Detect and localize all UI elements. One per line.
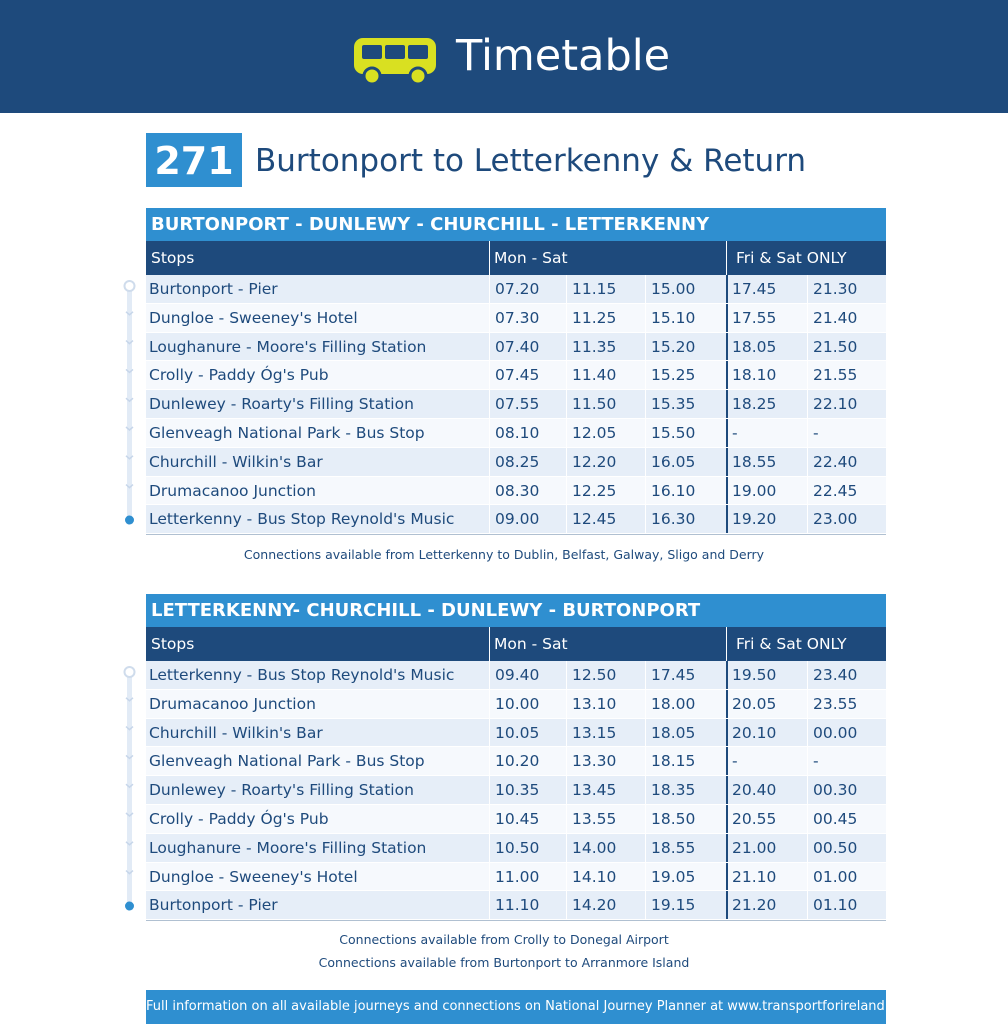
departure-time: 16.10: [651, 481, 696, 500]
cell-divider: [489, 863, 490, 891]
table-bottom-rule: [146, 534, 886, 535]
departure-time: 12.45: [572, 510, 617, 529]
departure-time: 11.00: [495, 867, 540, 886]
cell-divider: [807, 275, 808, 303]
cell-divider: [489, 834, 490, 862]
departure-time: 07.40: [495, 337, 540, 356]
table-row: [146, 304, 886, 333]
departure-time: 18.55: [651, 838, 696, 857]
table-row: [146, 863, 886, 892]
departure-time: -: [813, 423, 819, 442]
table-row: [146, 333, 886, 362]
stop-name: Churchill - Wilkin's Bar: [149, 723, 323, 742]
departure-time: -: [813, 752, 819, 771]
col-fri-sat: Fri & Sat ONLY: [736, 249, 847, 267]
cell-divider: [566, 448, 567, 476]
departure-time: 11.10: [495, 896, 540, 915]
departure-time: 20.40: [732, 781, 777, 800]
route-rail-icon: [123, 278, 137, 528]
cell-divider: [807, 505, 808, 533]
cell-divider: [807, 448, 808, 476]
departure-time: 09.40: [495, 666, 540, 684]
stop-name: Loughanure - Moore's Filling Station: [149, 838, 427, 857]
departure-time: 10.45: [495, 809, 540, 828]
footer-info: Full information on all available journeys and connections on National Journey Planner at www.transportforireland.ie: [146, 990, 886, 1024]
cell-divider: [489, 505, 490, 533]
departure-time: 21.55: [813, 366, 858, 385]
departure-time: 13.15: [572, 723, 617, 742]
departure-time: 20.10: [732, 723, 777, 742]
cell-divider: [807, 805, 808, 833]
cell-divider: [807, 304, 808, 332]
departure-time: 00.00: [813, 723, 858, 742]
departure-time: 22.10: [813, 395, 858, 414]
table-bottom-rule: [146, 920, 886, 921]
cell-divider: [807, 776, 808, 804]
route-number: 271: [146, 133, 242, 187]
column-divider: [726, 275, 728, 303]
cell-divider: [807, 661, 808, 689]
departure-time: 18.10: [732, 366, 777, 385]
cell-divider: [645, 719, 646, 747]
outbound-note: Connections available from Letterkenny to Dublin, Belfast, Galway, Sligo and Derry: [243, 547, 765, 562]
departure-time: 23.00: [813, 510, 858, 529]
cell-divider: [489, 891, 490, 919]
cell-divider: [645, 661, 646, 689]
cell-divider: [645, 361, 646, 389]
departure-time: 08.30: [495, 481, 540, 500]
stop-name: Dungloe - Sweeney's Hotel: [149, 867, 358, 886]
departure-time: 21.20: [732, 896, 777, 915]
cell-divider: [489, 661, 490, 689]
stop-name: Letterkenny - Bus Stop Reynold's Music: [149, 666, 455, 684]
col-mon-sat: Mon - Sat: [494, 635, 568, 653]
column-divider: [726, 834, 728, 862]
table-row: [146, 891, 886, 920]
cell-divider: [807, 863, 808, 891]
route-title: Burtonport to Letterkenny & Return: [255, 143, 807, 179]
table-row: [146, 776, 886, 805]
table-row: [146, 448, 886, 477]
cell-divider: [645, 448, 646, 476]
departure-time: 18.05: [732, 337, 777, 356]
cell-divider: [566, 834, 567, 862]
section-heading: BURTONPORT - DUNLEWY - CHURCHILL - LETTERKENNY: [146, 208, 886, 241]
departure-time: 10.50: [495, 838, 540, 857]
departure-time: 14.10: [572, 867, 617, 886]
departure-time: 19.20: [732, 510, 777, 529]
departure-time: 15.10: [651, 308, 696, 327]
cell-divider: [489, 477, 490, 505]
table-row: [146, 747, 886, 776]
departure-time: 12.20: [572, 452, 617, 471]
departure-time: 00.50: [813, 838, 858, 857]
stop-name: Dunlewey - Roarty's Filling Station: [149, 395, 414, 414]
stop-name: Loughanure - Moore's Filling Station: [149, 337, 427, 356]
table-row: [146, 661, 886, 690]
bus-icon: [352, 36, 438, 86]
departure-time: 16.05: [651, 452, 696, 471]
table-row: [146, 477, 886, 506]
departure-time: 21.10: [732, 867, 777, 886]
departure-time: 07.45: [495, 366, 540, 385]
departure-time: 18.35: [651, 781, 696, 800]
departure-time: 01.10: [813, 896, 858, 915]
departure-time: 23.40: [813, 666, 858, 684]
cell-divider: [489, 805, 490, 833]
cell-divider: [566, 661, 567, 689]
departure-time: 20.55: [732, 809, 777, 828]
cell-divider: [489, 776, 490, 804]
departure-time: 17.45: [732, 280, 777, 298]
cell-divider: [645, 304, 646, 332]
table-row: [146, 505, 886, 534]
cell-divider: [489, 747, 490, 775]
departure-time: 15.25: [651, 366, 696, 385]
departure-time: 21.50: [813, 337, 858, 356]
cell-divider: [489, 448, 490, 476]
departure-time: 08.25: [495, 452, 540, 471]
cell-divider: [489, 275, 490, 303]
cell-divider: [807, 747, 808, 775]
column-divider: [726, 661, 728, 689]
departure-time: 18.25: [732, 395, 777, 414]
departure-time: 07.55: [495, 395, 540, 414]
table-row: [146, 390, 886, 419]
departure-time: 00.30: [813, 781, 858, 800]
cell-divider: [489, 690, 490, 718]
stop-name: Drumacanoo Junction: [149, 694, 316, 713]
cell-divider: [566, 747, 567, 775]
section-heading: LETTERKENNY- CHURCHILL - DUNLEWY - BURTONPORT: [146, 594, 886, 627]
departure-time: 19.05: [651, 867, 696, 886]
table-row: [146, 275, 886, 304]
cell-divider: [566, 477, 567, 505]
column-divider: [726, 747, 728, 775]
departure-time: 12.05: [572, 423, 617, 442]
departure-time: 11.50: [572, 395, 617, 414]
cell-divider: [645, 690, 646, 718]
column-divider: [726, 805, 728, 833]
cell-divider: [645, 419, 646, 447]
departure-time: 23.55: [813, 694, 858, 713]
cell-divider: [807, 333, 808, 361]
cell-divider: [566, 891, 567, 919]
cell-divider: [645, 477, 646, 505]
stop-name: Dunlewey - Roarty's Filling Station: [149, 781, 414, 800]
departure-time: 11.35: [572, 337, 617, 356]
table-row: [146, 719, 886, 748]
stop-name: Drumacanoo Junction: [149, 481, 316, 500]
departure-time: 15.50: [651, 423, 696, 442]
column-divider: [489, 627, 490, 661]
departure-time: 14.00: [572, 838, 617, 857]
cell-divider: [645, 747, 646, 775]
column-divider: [726, 776, 728, 804]
departure-time: 13.10: [572, 694, 617, 713]
departure-time: 13.30: [572, 752, 617, 771]
cell-divider: [566, 333, 567, 361]
departure-time: 11.15: [572, 280, 617, 298]
col-fri-sat: Fri & Sat ONLY: [736, 635, 847, 653]
departure-time: 21.00: [732, 838, 777, 857]
header-banner: [0, 0, 1008, 113]
departure-time: 15.35: [651, 395, 696, 414]
column-divider: [726, 241, 727, 275]
departure-time: 22.45: [813, 481, 858, 500]
page-title: Timetable: [456, 31, 671, 81]
cell-divider: [489, 304, 490, 332]
cell-divider: [566, 275, 567, 303]
inbound-note-2: Connections available from Burtonport to Arranmore Island: [318, 955, 690, 970]
departure-time: -: [732, 423, 738, 442]
departure-time: 19.00: [732, 481, 777, 500]
route-line-outbound: [123, 278, 137, 528]
column-divider: [726, 863, 728, 891]
cell-divider: [645, 390, 646, 418]
stop-name: Crolly - Paddy Óg's Pub: [149, 366, 329, 385]
departure-time: 17.55: [732, 308, 777, 327]
departure-time: 09.00: [495, 510, 540, 529]
inbound-note-1: Connections available from Crolly to Donegal Airport: [339, 932, 669, 947]
cell-divider: [807, 477, 808, 505]
stop-name: Glenveagh National Park - Bus Stop: [149, 423, 425, 442]
cell-divider: [566, 776, 567, 804]
table-row: [146, 690, 886, 719]
col-stops: Stops: [151, 249, 195, 267]
column-divider: [489, 241, 490, 275]
departure-time: 13.45: [572, 781, 617, 800]
cell-divider: [645, 333, 646, 361]
departure-time: 16.30: [651, 510, 696, 529]
departure-time: 19.50: [732, 666, 777, 684]
table-row: [146, 419, 886, 448]
departure-time: 10.05: [495, 723, 540, 742]
column-headers: [146, 241, 886, 275]
departure-time: 21.30: [813, 280, 858, 298]
departure-time: 07.30: [495, 308, 540, 327]
departure-time: 21.40: [813, 308, 858, 327]
cell-divider: [645, 891, 646, 919]
cell-divider: [566, 361, 567, 389]
column-divider: [726, 690, 728, 718]
cell-divider: [566, 304, 567, 332]
departure-time: 18.00: [651, 694, 696, 713]
table-row: [146, 805, 886, 834]
cell-divider: [645, 805, 646, 833]
departure-time: 20.05: [732, 694, 777, 713]
cell-divider: [645, 275, 646, 303]
departure-time: 10.00: [495, 694, 540, 713]
stop-name: Burtonport - Pier: [149, 280, 278, 298]
col-stops: Stops: [151, 635, 195, 653]
timetable-outbound: [146, 208, 886, 535]
departure-time: 15.20: [651, 337, 696, 356]
stop-name: Churchill - Wilkin's Bar: [149, 452, 323, 471]
column-divider: [726, 627, 727, 661]
departure-time: 01.00: [813, 867, 858, 886]
departure-time: 18.05: [651, 723, 696, 742]
departure-time: 08.10: [495, 423, 540, 442]
column-divider: [726, 505, 728, 533]
timetable-inbound: [146, 594, 886, 921]
stop-name: Letterkenny - Bus Stop Reynold's Music: [149, 510, 455, 529]
col-mon-sat: Mon - Sat: [494, 249, 568, 267]
cell-divider: [566, 719, 567, 747]
cell-divider: [566, 505, 567, 533]
stop-name: Crolly - Paddy Óg's Pub: [149, 809, 329, 828]
column-divider: [726, 390, 728, 418]
cell-divider: [645, 776, 646, 804]
cell-divider: [807, 390, 808, 418]
cell-divider: [566, 863, 567, 891]
departure-time: 12.25: [572, 481, 617, 500]
route-rail-icon: [123, 664, 137, 914]
column-headers: [146, 627, 886, 661]
cell-divider: [489, 361, 490, 389]
departure-time: 18.15: [651, 752, 696, 771]
departure-time: 00.45: [813, 809, 858, 828]
departure-time: 15.00: [651, 280, 696, 298]
column-divider: [726, 477, 728, 505]
cell-divider: [807, 891, 808, 919]
stop-name: Burtonport - Pier: [149, 896, 278, 915]
column-divider: [726, 333, 728, 361]
departure-time: 22.40: [813, 452, 858, 471]
cell-divider: [807, 419, 808, 447]
cell-divider: [566, 805, 567, 833]
departure-time: 18.50: [651, 809, 696, 828]
cell-divider: [807, 719, 808, 747]
table-row: [146, 361, 886, 390]
departure-time: 10.35: [495, 781, 540, 800]
table-row: [146, 834, 886, 863]
column-divider: [726, 891, 728, 919]
cell-divider: [489, 719, 490, 747]
cell-divider: [566, 419, 567, 447]
column-divider: [726, 719, 728, 747]
column-divider: [726, 419, 728, 447]
cell-divider: [566, 390, 567, 418]
departure-time: 18.55: [732, 452, 777, 471]
cell-divider: [489, 390, 490, 418]
column-divider: [726, 304, 728, 332]
cell-divider: [645, 834, 646, 862]
departure-time: 19.15: [651, 896, 696, 915]
cell-divider: [489, 419, 490, 447]
cell-divider: [645, 863, 646, 891]
departure-time: -: [732, 752, 738, 771]
departure-time: 17.45: [651, 666, 696, 684]
cell-divider: [807, 361, 808, 389]
cell-divider: [807, 834, 808, 862]
departure-time: 13.55: [572, 809, 617, 828]
departure-time: 11.40: [572, 366, 617, 385]
stop-name: Glenveagh National Park - Bus Stop: [149, 752, 425, 771]
departure-time: 12.50: [572, 666, 617, 684]
departure-time: 14.20: [572, 896, 617, 915]
cell-divider: [807, 690, 808, 718]
departure-time: 11.25: [572, 308, 617, 327]
column-divider: [726, 448, 728, 476]
stop-name: Dungloe - Sweeney's Hotel: [149, 308, 358, 327]
cell-divider: [645, 505, 646, 533]
departure-time: 10.20: [495, 752, 540, 771]
departure-time: 07.20: [495, 280, 540, 298]
cell-divider: [566, 690, 567, 718]
cell-divider: [489, 333, 490, 361]
route-line-inbound: [123, 664, 137, 914]
column-divider: [726, 361, 728, 389]
